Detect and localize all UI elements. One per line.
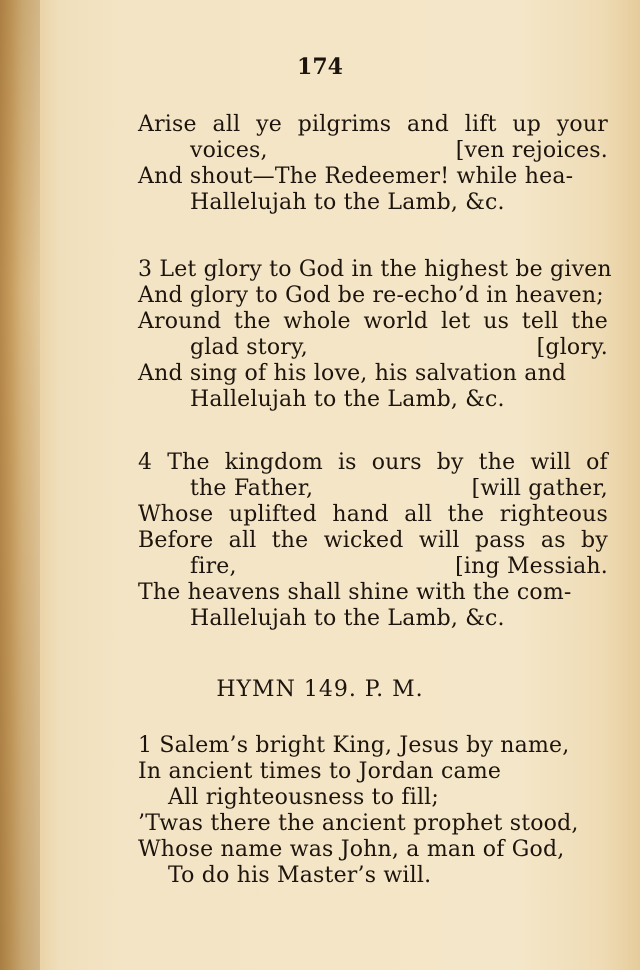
stanza-4-line-6: The heavens shall shine with the com- — [138, 580, 572, 605]
word: as — [540, 528, 566, 553]
stanza-a-line-3: And shout—The Redeemer! while hea- — [138, 164, 574, 189]
stanza-3-line-3 — [138, 309, 608, 335]
page-spine-stain — [0, 0, 40, 970]
word: the — [271, 528, 309, 553]
hymn-line-5: Whose name was John, a man of God, — [138, 837, 565, 862]
word: is — [337, 450, 357, 475]
word: Whose — [138, 502, 214, 527]
word: all — [228, 528, 257, 553]
word: ye — [256, 112, 282, 137]
word: 4 — [138, 450, 153, 475]
line-left-part: voices, — [190, 138, 268, 163]
word: uplifted — [228, 502, 317, 527]
hymn-line-1: 1 Salem’s bright King, Jesus by name, — [138, 733, 570, 758]
stanza-4-line-3 — [138, 502, 608, 528]
word: wicked — [323, 528, 404, 553]
stanza-3-line-6: Hallelujah to the Lamb, &c. — [190, 387, 505, 412]
word: tell — [521, 309, 559, 334]
line-right-part: [ven rejoices. — [455, 138, 608, 163]
word: up — [512, 112, 542, 137]
word: and — [407, 112, 449, 137]
stanza-4-line-1 — [138, 450, 608, 476]
stanza-a-line-4: Hallelujah to the Lamb, &c. — [190, 190, 505, 215]
word: of — [586, 450, 608, 475]
stanza-4-line-4 — [138, 528, 608, 554]
word: the — [447, 502, 485, 527]
word: by — [581, 528, 608, 553]
stanza-3-line-2: And glory to God be re-echo’d in heaven; — [138, 283, 604, 308]
word: the — [571, 309, 608, 334]
line-left-part: fire, — [190, 554, 237, 579]
stanza-3-line-5: And sing of his love, his salvation and — [138, 361, 567, 386]
hymn-line-3: All righteousness to fill; — [168, 785, 440, 810]
word: kingdom — [224, 450, 323, 475]
word: us — [483, 309, 510, 334]
word: the — [478, 450, 516, 475]
word: world — [363, 309, 429, 334]
word: whole — [283, 309, 351, 334]
hymn-title: HYMN 149. P. M. — [216, 677, 424, 702]
word: lift — [464, 112, 497, 137]
stanza-4-line-2 — [190, 476, 608, 502]
line-right-part: [will gather, — [471, 476, 608, 501]
stanza-4-line-5 — [190, 554, 608, 580]
word: pilgrims — [297, 112, 392, 137]
word: the — [234, 309, 271, 334]
stanza-3-line-1: 3 Let glory to God in the highest be given — [138, 257, 612, 282]
line-right-part: [ing Messiah. — [455, 554, 608, 579]
word: ours — [371, 450, 422, 475]
hymn-line-2: In ancient times to Jordan came — [138, 759, 502, 784]
word: all — [212, 112, 241, 137]
word: pass — [474, 528, 526, 553]
stanza-a-line-1 — [138, 112, 608, 138]
page-number: 174 — [297, 54, 343, 80]
stanza-3-line-4 — [190, 335, 608, 361]
word: by — [436, 450, 464, 475]
stanza-a-line-2 — [190, 138, 608, 164]
word: Arise — [138, 112, 197, 137]
word: hand — [332, 502, 389, 527]
word: will — [530, 450, 572, 475]
word: righteous — [499, 502, 608, 527]
line-left-part: glad story, — [190, 335, 308, 360]
word: Before — [138, 528, 214, 553]
line-left-part: the Father, — [190, 476, 314, 501]
hymn-line-4: ’Twas there the ancient prophet stood, — [138, 811, 579, 836]
word: will — [418, 528, 460, 553]
line-right-part: [glory. — [536, 335, 608, 360]
word: let — [440, 309, 471, 334]
word: Around — [138, 309, 222, 334]
word: The — [167, 450, 210, 475]
hymn-line-6: To do his Master’s will. — [168, 863, 432, 888]
word: all — [404, 502, 433, 527]
word: your — [556, 112, 608, 137]
stanza-4-line-7: Hallelujah to the Lamb, &c. — [190, 606, 505, 631]
